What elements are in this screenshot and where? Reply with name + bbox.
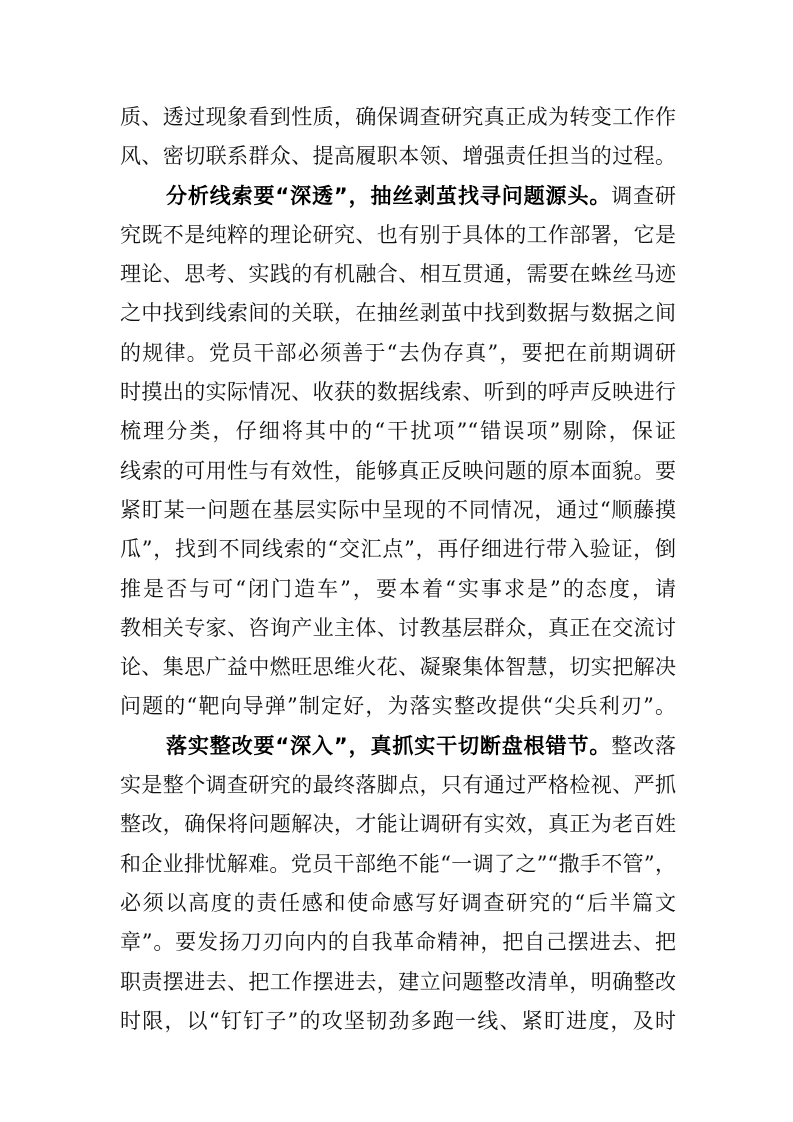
text-line	[120, 373, 676, 412]
text-line	[120, 334, 676, 373]
body-text: 时限，以“钉钉子”的攻坚韧劲多跑一线、紧盯进度，及时	[120, 1008, 676, 1033]
body-text: 线索的可用性与有效性，能够真正反映问题的原本面貌。要	[120, 458, 676, 483]
text-line	[120, 766, 676, 805]
body-text: 质、透过现象看到性质，确保调查研究真正成为转变工作作	[120, 105, 676, 129]
body-text: 时摸出的实际情况、收获的数据线索、听到的呼声反映进行	[120, 380, 676, 405]
body-text: 整改，确保将问题解决，才能让调研有实效，真正为老百姓	[120, 812, 676, 837]
paragraph	[120, 98, 676, 177]
body-text: 教相关专家、咨询产业主体、讨教基层群众，真正在交流讨	[120, 615, 676, 640]
text-line	[120, 530, 676, 569]
body-text: 究既不是纯粹的理论研究、也有别于具体的工作部署，它是	[120, 222, 676, 247]
text-line	[120, 491, 676, 530]
body-text: 论、集思广益中燃旺思维火花、凝聚集体智慧，切实把解决	[120, 655, 676, 680]
paragraph-heading: 落实整改要“深入”，真抓实干切断盘根错节。	[166, 733, 612, 758]
text-line	[120, 805, 676, 844]
body-text: 章”。要发扬刀刃向内的自我革命精神，把自己摆进去、把	[120, 930, 676, 955]
body-text: 整改落	[611, 733, 677, 758]
body-text: 紧盯某一问题在基层实际中呈现的不同情况，通过“顺藤摸	[120, 497, 676, 522]
text-line	[120, 648, 676, 687]
text-line	[120, 255, 676, 294]
document-page	[120, 98, 676, 1041]
text-line	[120, 687, 676, 726]
text-line	[120, 452, 676, 491]
text-line	[120, 923, 676, 962]
body-text: 问题的“靶向导弹”制定好，为落实整改提供“尖兵利刃”。	[120, 694, 676, 719]
paragraph	[120, 727, 676, 1041]
body-text: 职责摆进去、把工作摆进去，建立问题整改清单，明确整改	[120, 969, 676, 994]
paragraph-heading: 分析线索要“深透”，抽丝剥茧找寻问题源头。	[166, 183, 612, 208]
text-line	[120, 884, 676, 923]
text-line	[120, 98, 676, 137]
body-text: 必须以高度的责任感和使命感写好调查研究的“后半篇文	[120, 890, 676, 915]
text-line	[120, 727, 676, 766]
text-line	[120, 137, 676, 176]
body-text: 瓜”，找到不同线索的“交汇点”，再仔细进行带入验证，倒	[120, 537, 676, 562]
body-text: 理论、思考、实践的有机融合、相互贯通，需要在蛛丝马迹	[120, 262, 676, 287]
body-text: 实是整个调查研究的最终落脚点，只有通过严格检视、严抓	[120, 773, 676, 798]
text-line	[120, 1002, 676, 1041]
body-text: 调查研	[611, 183, 677, 208]
text-line	[120, 294, 676, 333]
body-text: 推是否与可“闭门造车”，要本着“实事求是”的态度，请	[120, 576, 676, 601]
text-line	[120, 963, 676, 1002]
text-line	[120, 216, 676, 255]
body-text: 风、密切联系群众、提高履职本领、增强责任担当的过程。	[120, 144, 676, 169]
text-line	[120, 412, 676, 451]
text-line	[120, 845, 676, 884]
text-line	[120, 177, 676, 216]
body-text: 梳理分类，仔细将其中的“干扰项”“错误项”剔除，保证	[120, 419, 676, 444]
body-text: 的规律。党员干部必须善于“去伪存真”，要把在前期调研	[120, 340, 676, 365]
body-text: 之中找到线索间的关联，在抽丝剥茧中找到数据与数据之间	[120, 301, 676, 326]
paragraph	[120, 177, 676, 727]
text-line	[120, 570, 676, 609]
text-line	[120, 609, 676, 648]
body-text: 和企业排忧解难。党员干部绝不能“一调了之”“撒手不管”，	[120, 851, 676, 876]
